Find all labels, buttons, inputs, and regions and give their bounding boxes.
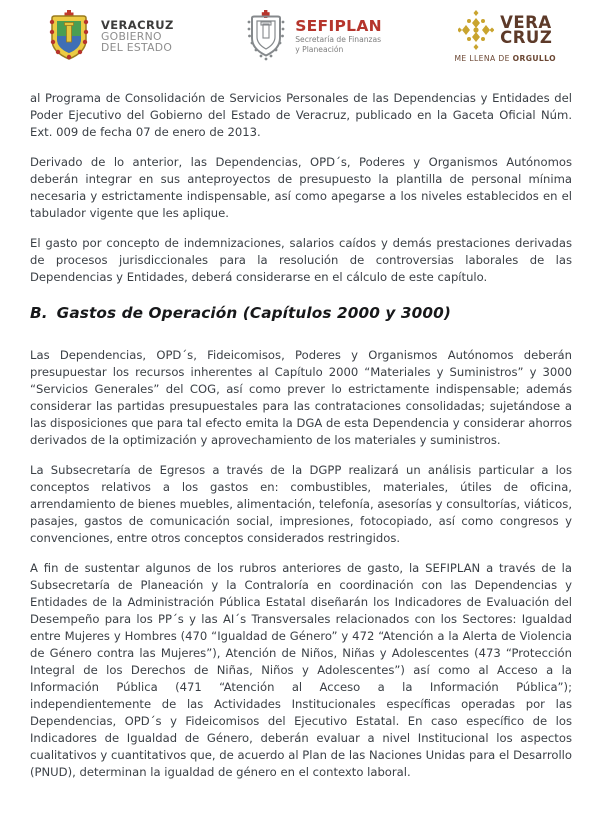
- logo-title: VERACRUZ: [101, 17, 174, 32]
- logo-subtitle-line: GOBIERNO: [101, 29, 162, 43]
- document-body: [0, 78, 600, 781]
- veracruz-gobierno-wordmark: [101, 19, 174, 54]
- tagline-text: ME LLENA DE: [454, 54, 513, 63]
- veracruz-orgullo-wordmark: [500, 12, 553, 47]
- section-heading: [30, 303, 572, 323]
- sefiplan-wordmark: [295, 18, 382, 54]
- paragraph: Derivado de lo anterior, las Dependencias, OPD´s, Poderes y Organismos Autónomos deberán integrar en sus anteproyectos de presupuesto la plantilla de personal mínima necesaria y estrictamente indispensable, así como apegarse a los niveles establecidos en el tabulador vigente que les aplique.: [30, 155, 572, 220]
- logo-veracruz-orgullo: [454, 10, 556, 63]
- veracruz-pattern-icon: [458, 10, 494, 50]
- paragraph: El gasto por concepto de indemnizaciones, salarios caídos y demás prestaciones derivadas de procesos jurisdiccionales para la resolución de controversias laborales de las Dependencias y Entidades, deberá considerarse en el cálculo de este capítulo.: [30, 236, 572, 284]
- tagline-bold-text: ORGULLO: [512, 54, 556, 63]
- document-header: [0, 0, 600, 78]
- logo-title: SEFIPLAN: [295, 16, 382, 35]
- section-heading-label: B.: [30, 304, 48, 322]
- paragraph: La Subsecretaría de Egresos a través de la DGPP realizará un análisis particular a los conceptos relativos a los gastos en: combustibles, materiales, útiles de oficina, arrendamiento de bienes muebles, alimentación, telefonía, asesorías y consultorías, viáticos, pasajes, gastos de comunicación social, impresiones, fotocopiado, así como congresos y convenciones, entre otros conceptos considerados restringidos.: [30, 463, 572, 545]
- paragraph: A fin de sustentar algunos de los rubros anteriores de gasto, la SEFIPLAN a través de la Subsecretaría de Planeación y la Contraloría en coordinación con las Dependencias y Entidades de la Administración Pública Estatal diseñarán los Indicadores de Evaluación del Desempeño para los PP´s y las AI´s Transversales relacionados con los Sectores: Igualdad entre Mujeres y Hombres (470 “Igualdad de Género” y 472 “Atención a la Alerta de Violencia de Género contra las Mujeres”), Atención de Niños, Niñas y Adolescentes (473 “Protección Integral de los Derechos de Niñas, Niños y Adolescentes”) así como al Acceso a la Información Pública (471 “Atención al Acceso a la Información Pública”); independientemente de las Actividades Institucionales específicas operadas por las Dependencias, OPD´s y Fideicomisos del Ejecutivo Estatal. En caso específico de los Indicadores de Igualdad de Género, deberán evaluar a nivel Institucional los aspectos cualitativos y cuantitativos que, de acuerdo al Plan de las Naciones Unidas para el Desarrollo (PNUD), determinan la igualdad de género en el contexto laboral.: [30, 561, 572, 779]
- paragraph: al Programa de Consolidación de Servicios Personales de las Dependencias y Entidades del Poder Ejecutivo del Gobierno del Estado de Veracruz, publicado en la Gaceta Oficial Núm. Ext. 009 de fecha 07 de enero de 2013.: [30, 91, 572, 139]
- logo-tagline: [454, 54, 556, 63]
- sefiplan-shield-icon: [246, 10, 286, 62]
- logo-veracruz-gobierno: [46, 10, 174, 62]
- veracruz-coat-of-arms-icon: [46, 10, 92, 62]
- logo-title-line: CRUZ: [500, 28, 553, 47]
- paragraph: Las Dependencias, OPD´s, Fideicomisos, Poderes y Organismos Autónomos deberán presupuestar los recursos inherentes al Capítulo 2000 “Materiales y Suministros” y 3000 “Servicios Generales” del COG, así como prever lo estrictamente indispensable; además considerar las partidas presupuestales para las contrataciones consolidadas; sujetándose a las disposiciones que para tal efecto emita la DGA de esta Dependencia y considerar ahorros derivados de la optimización y aprovechamiento de los materiales y suministros.: [30, 348, 572, 447]
- logo-subtitle-line: Secretaría de Finanzas: [295, 35, 382, 45]
- section-heading-title: Gastos de Operación (Capítulos 2000 y 3000): [56, 304, 451, 322]
- logo-title-line: VERA: [500, 12, 552, 32]
- logo-subtitle-line: DEL ESTADO: [101, 41, 173, 55]
- logo-sefiplan: [246, 10, 382, 62]
- logo-subtitle-line: y Planeación: [295, 44, 344, 54]
